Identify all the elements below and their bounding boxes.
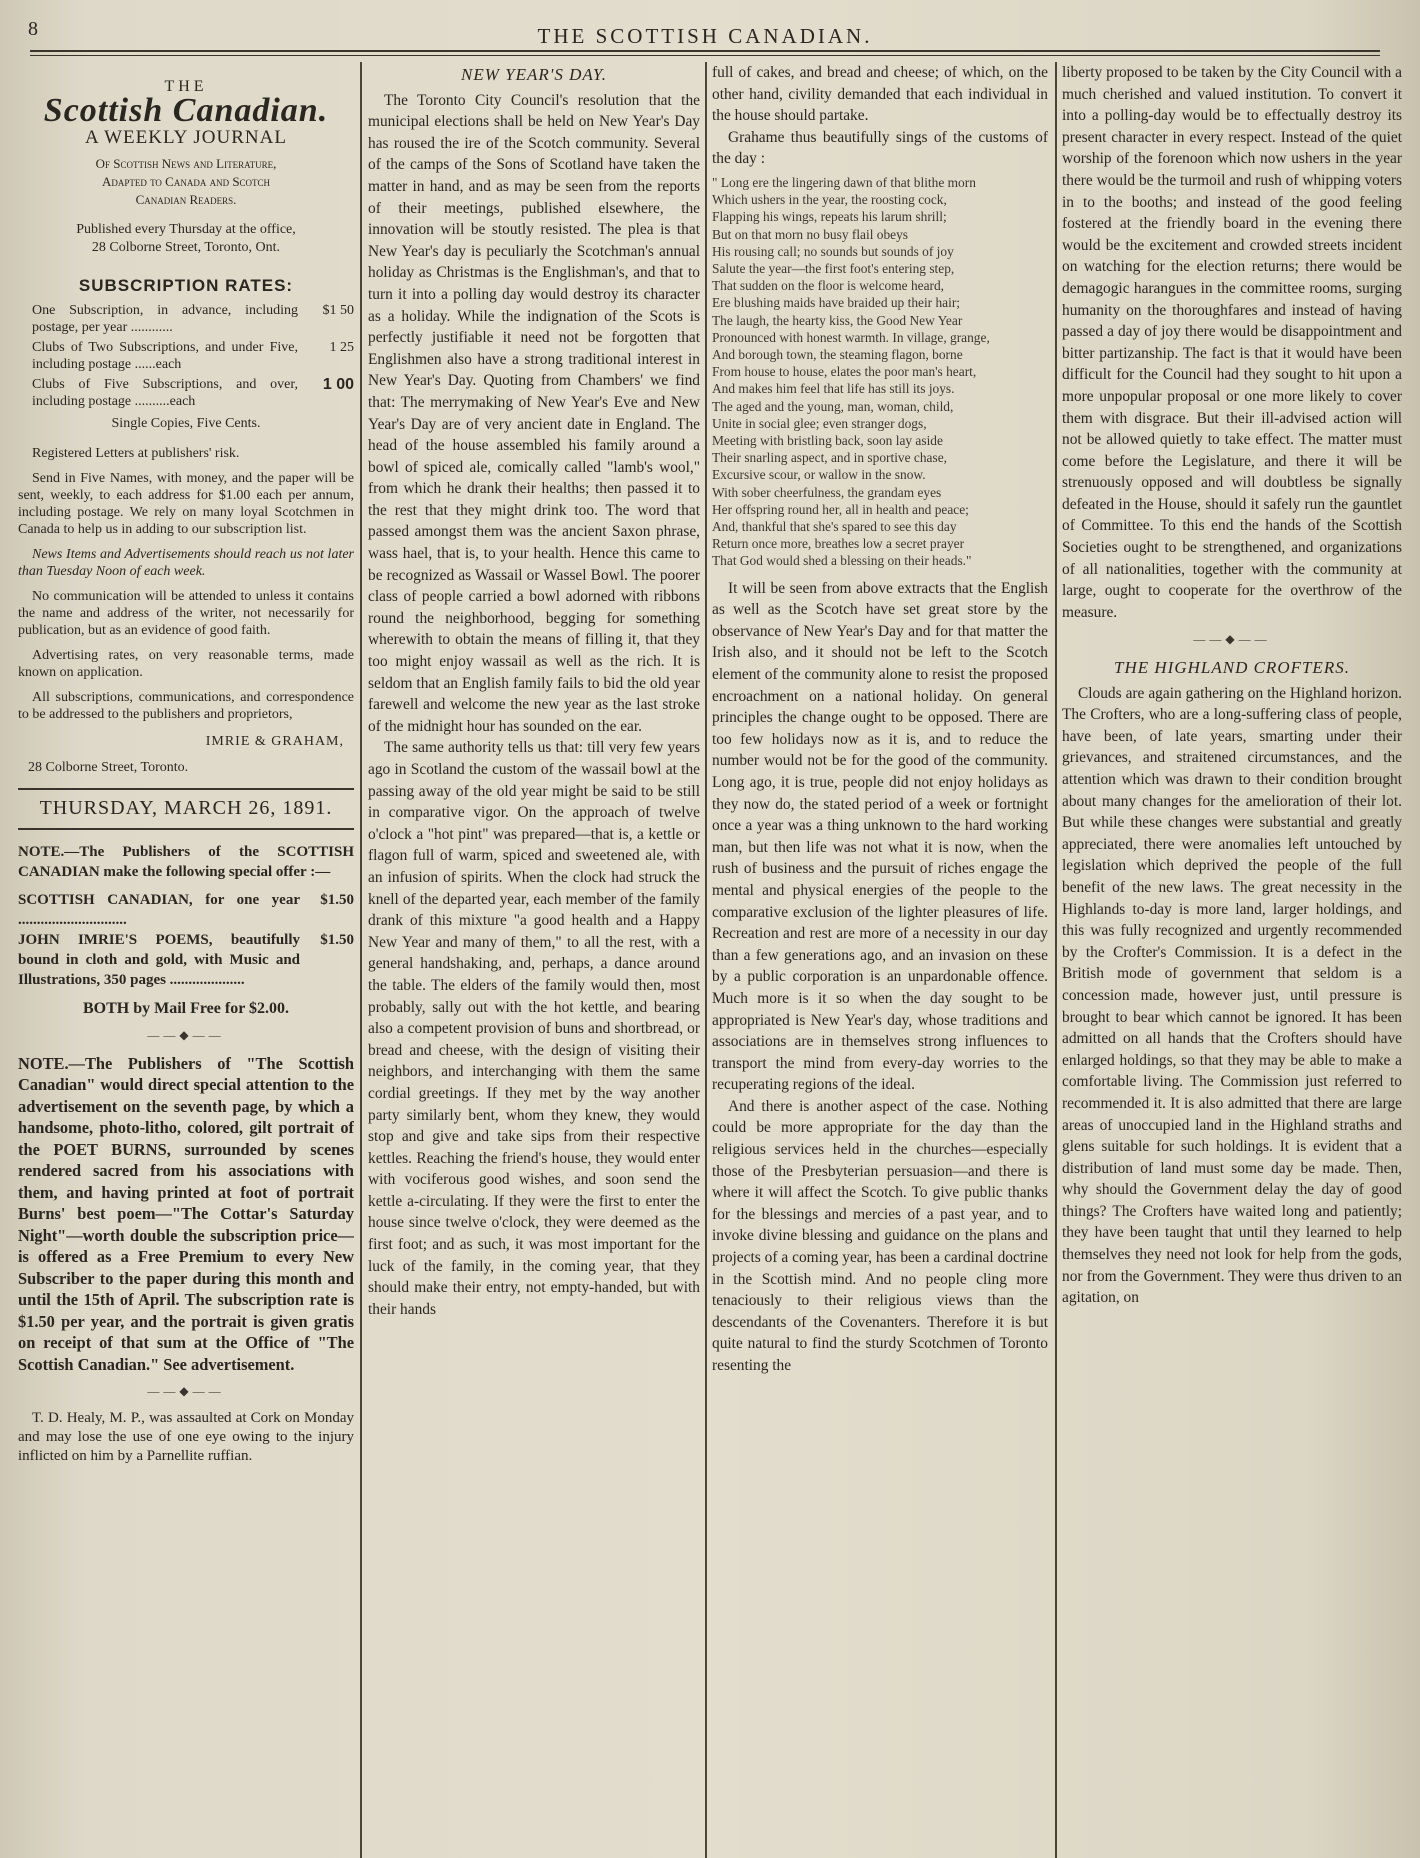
poem-line: Meeting with bristling back, soon lay aside [712, 433, 943, 449]
rate-description: Clubs of Five Subscriptions, and over, including postage ..........each [32, 377, 298, 410]
poem-quote [712, 174, 1048, 570]
healy-news-item: T. D. Healy, M. P., was assaulted at Cork on Monday and may lose the use of one eye owing to the injury inflicted on him by a Parnellite ruffian. [18, 1410, 354, 1465]
poem-line: But on that morn no busy flail obeys [712, 226, 909, 242]
article-paragraph: liberty proposed to be taken by the City Council with a much cherished and valued institution. To convert it into a polling-day would be to effectually destroy its present character in every respect. Instead of the quiet worship of the forenoon which now ushers in the year there would be the turmoil and rush of whipping voters in to the booths; and instead of the good feeling fostered at the friendly board in the evening there would be the excitement and crowded streets incident on watching for the election returns; there would be demagogic harangues in the committee rooms, surging humanity on the thoroughfares and instead of having passed a day of joy there would be disappointment and bitter partizanship. The fact is that it would have been difficult for the Council had they sought to hit upon a more unpopular proposal or one more likely to cover them with disgrace. But their ill-advised action will not be allowed quietly to take effect. The matter must come before the Legislature, and there it will be strenuously opposed and will doubtless be signally defeated in the House, should it safely run the gauntlet of Committee. To this end the hands of the Scottish Societies ought to be strengthened, and organizations of all nationalities, together with the community at large, ought to cooperate for the overthrow of the measure. [1062, 64, 1402, 621]
offer-price: $1.50 [320, 931, 354, 948]
poem-line: Which ushers in the year, the roosting cock, [712, 192, 947, 208]
article-paragraph: It will be seen from above extracts that the English as well as the Scotch have set great store by the observance of New Year's Day and for that matter the Irish also, and it should not be left to the Scotch element of the community alone to resist the proposed encroachment on a national holiday. On general principles the change ought to be opposed. There are too few holidays now as it is, and to reduce the number would not be for the good of the community. Long ago, it is true, people did not enjoy holidays as they now do, the stated period of a week or fortnight once a year was a thing unknown to the hard working man, but then life was not what it is now, when the rush of business and the pursuit of riches engage the mental and physical energies of the people to the comparative exclusion of the lighter pleasures of life. Recreation and rest are more of a necessity in our day than a few generations ago, and an invasion on these by a public corporation is an unpardonable offence. Much more is it so when the day sought to be appropriated is New Year's day, whose traditions and associations are in themselves strong influences to transport the mind from every-day worries to the recuperating regions of the ideal. [712, 579, 1048, 1094]
poem-line: The laugh, the hearty kiss, the Good New Year [712, 312, 963, 328]
crofters-title: THE HIGHLAND CROFTERS. [1114, 658, 1350, 678]
poem-line: Excursive scour, or wallow in the snow. [712, 467, 926, 483]
masthead-tagline-1: Of Scottish News and Literature, [95, 155, 277, 171]
poem-line: Flapping his wings, repeats his larum shrill; [712, 209, 947, 225]
column-article-3 [1062, 62, 1402, 1858]
article-paragraph: The Toronto City Council's resolution that the municipal elections shall be held on New Year's Day has roused the ire of the Scotch community. Several of the camps of the Sons of Scotland have taken the matter in hand, and as may be seen from the reports of their meetings, published elsewhere, the innovation will be stoutly resisted. The plea is that New Year's day is peculiarly the Scotchman's annual holiday as Christmas is the Englishman's, and that to turn it into a polling day would destroy its character as a holiday. While the indignation of the Scots is perfectly justifiable it need not be forgotten that Englishmen also have a strong traditional interest in New Year's Day. Quoting from Chambers' we find that: The merrymaking of New Year's Eve and New Year's Day are of very ancient date in England. The head of the house assembled his family around a bowl of spiced ale, comically called "lamb's wool," from which he drank their healths; then passed it to the rest that they might drink too. The word that passed amongst them was the ancient Saxon phrase, wass hael, that is, to your health. Hence this came to be recognized as Wassail or Wassel Bowl. The poorer class of people carried a bowl adorned with ribbons round the neighborhood, begging for something wherewith to obtain the means of filling it, that they too might enjoy wassail as well as the rich. It is seldom that an English family fails to bid the old year farewell and welcome the new year as the last stroke of the midnight hour has sounded on the ear. [368, 91, 700, 735]
article-paragraph: Grahame thus beautifully sings of the customs of the day : [712, 128, 1048, 168]
header-rule [30, 50, 1380, 52]
issue-date: THURSDAY, MARCH 26, 1891. [18, 788, 354, 830]
article-paragraph: full of cakes, and bread and cheese; of which, on the other hand, civility demanded that each individual in the house should partake. [712, 64, 1048, 125]
page-number: 8 [28, 18, 38, 40]
masthead-the: THE [164, 78, 208, 95]
column-divider [1055, 62, 1057, 1858]
offer-note: NOTE.—The Publishers of the SCOTTISH CANADIAN make the following special offer :— [18, 843, 354, 880]
ornament-divider: ——◆—— [147, 1028, 225, 1043]
column-masthead [18, 62, 354, 1858]
publication-info [18, 221, 354, 257]
offer-line [18, 930, 354, 990]
article-paragraph: And there is another aspect of the case. Nothing could be more appropriate for the day than the religious services held in the churches—especially those of the Presbyterian persuasion—and there is where it will affect the Scotch. To give public thanks for the blessings and mercies of a past year, and to invoke divine blessing and guidance on the plans and projects of a coming year, has been a cardinal doctrine in the Scottish mind. And no people cling more tenaciously to their religious views than the descendants of the Covenanters. Therefore it is but quite natural to find the sturdy Scotchmen of Toronto resenting the [712, 1097, 1048, 1375]
rate-row [32, 302, 354, 336]
column-divider [360, 62, 362, 1858]
advertising-note: Advertising rates, on very reasonable terms, made known on application. [18, 647, 354, 680]
poem-line: Unite in social glee; even stranger dogs, [712, 415, 927, 431]
ornament-divider: ——◆—— [147, 1384, 225, 1399]
poem-line: Her offspring round her, all in health and peace; [712, 501, 969, 517]
publication-line: Published every Thursday at the office, [76, 221, 296, 237]
poem-line: The aged and the young, man, woman, child, [712, 398, 954, 414]
poem-line: From house to house, elates the poor man's heart, [712, 364, 977, 380]
premium-note: NOTE.—The Publishers of "The Scottish Canadian" would direct special attention to the advertisement on the seventh page, by which a handsome, photo-litho, colored, gilt portrait of the POET BURNS, surrounded by scenes rendered sacred from his associations with them, and having printed at foot of portrait Burns' best poem—"The Cottar's Saturday Night"—worth double the subscription price—is offered as a Free Premium to every New Subscriber to the paper during this month and until the 15th of April. The subscription rate is $1.50 per year, and the portrait is given gratis on receipt of that sum at the Office of "The Scottish Canadian." See advertisement. [18, 1053, 354, 1374]
poem-line: And, thankful that she's spared to see this day [712, 519, 957, 535]
offer-price: $1.50 [320, 891, 354, 908]
poem-line: Pronounced with honest warmth. In village, grange, [712, 329, 990, 345]
masthead-tagline-2: Adapted to Canada and Scotch [101, 173, 271, 189]
single-copy-price: Single Copies, Five Cents. [111, 416, 261, 432]
ornament-divider: ——◆—— [1193, 632, 1271, 647]
article-paragraph: Clouds are again gathering on the Highland horizon. The Crofters, who are a long-suffering class of people, have been, of late years, smarting under their grievances, and straitened circumstances, and the attention which was drawn to their condition brought about many changes for the amelioration of their lot. But while these changes were substantial and greatly appreciated, there were anomalies left untouched by legislation which deprived the people of the full benefit of the new laws. The great necessity in the Highlands to-day is more land, larger holdings, and this was fully recognized and urgently recommended by the Crofter's Commission. It is a defect in the British mode of government that seldom is a concession made, however just, until pressure is brought to bear which cannot be ignored. It has been admitted on all hands that the Crofters should have enlarged holdings, so that they may be able to make a comfortable living. The Commission just referred to recommended it. It is also admitted that there are large areas of unoccupied land in the Highland straths and glens suitable for such holdings. It is evident that a distribution of land must some day be made. Then, why should the Government delay the day of good things? The Crofters have waited long and patiently; they have been taught that until they learned to help themselves they need not look for help from the gods, nor from the Government. They were thus driven to an agitation, on [1062, 684, 1402, 1307]
registered-letters-note: Registered Letters at publishers' risk. [32, 445, 240, 461]
offer-combined: BOTH by Mail Free for $2.00. [82, 999, 290, 1017]
poem-line: Their snarling aspect, and in sportive chase, [712, 450, 948, 466]
poem-line: And makes him feel that life has still its joys. [712, 381, 955, 397]
rates-heading: SUBSCRIPTION RATES: [78, 275, 294, 295]
poem-line: With sober cheerfulness, the grandam eyes [712, 484, 942, 500]
page-header [30, 20, 1380, 46]
poem-line: That sudden on the floor is welcome heard, [712, 278, 945, 294]
send-names-note: Send in Five Names, with money, and the paper will be sent, weekly, to each address for $1.00 each per annum, including postage. We rely on many loyal Scotchmen in Canada to help us in adding to our subscription list. [18, 470, 354, 537]
column-divider [705, 62, 707, 1858]
poem-line: His rousing call; no sounds but sounds of joy [712, 243, 954, 259]
publisher-signature: IMRIE & GRAHAM, [205, 733, 344, 749]
column-article-1 [368, 62, 700, 1858]
rate-description: Clubs of Two Subscriptions, and under Five, including postage ......each [32, 340, 298, 373]
running-title: THE SCOTTISH CANADIAN. [537, 24, 873, 48]
rate-row [32, 339, 354, 373]
poem-line: And borough town, the steaming flagon, borne [712, 347, 963, 362]
subscriptions-note: All subscriptions, communications, and correspondence to be addressed to the publishers and proprietors, [18, 689, 354, 722]
publication-address: 28 Colborne Street, Toronto, Ont. [91, 239, 281, 255]
rate-description: One Subscription, in advance, including postage, per year ............ [32, 303, 298, 336]
offer-item: JOHN IMRIE'S POEMS, beautifully bound in cloth and gold, with Music and Illustrations, 350 pages .................... [18, 931, 300, 988]
masthead-tagline-3: Canadian Readers. [135, 191, 237, 207]
poem-line: Ere blushing maids have braided up their hair; [712, 295, 961, 311]
rate-price: 1 25 [329, 340, 354, 356]
poem-line: Salute the year—the first foot's entering step, [712, 260, 955, 276]
news-items-note: News Items and Advertisements should reach us not later than Tuesday Noon of each week. [18, 546, 354, 579]
offer-line [18, 890, 354, 930]
rate-price: 1 00 [322, 376, 354, 394]
publisher-address: 28 Colborne Street, Toronto. [28, 759, 189, 775]
column-article-2 [712, 62, 1048, 1858]
poem-line: " Long ere the lingering dawn of that blithe morn [712, 174, 976, 190]
masthead-subtitle: A WEEKLY JOURNAL [85, 127, 287, 149]
masthead-title: Scottish Canadian. [43, 91, 329, 129]
poem-line: Return once more, breathes low a secret prayer [712, 536, 965, 552]
communication-note: No communication will be attended to unless it contains the name and address of the writer, not necessarily for publication, but as an evidence of good faith. [18, 588, 354, 638]
offer-item: SCOTTISH CANADIAN, for one year ............................. [18, 891, 300, 928]
poem-line: That God would shed a blessing on their heads." [712, 553, 972, 569]
rate-price: $1 50 [322, 303, 354, 319]
article-paragraph: The same authority tells us that: till very few years ago in Scotland the custom of the wassail bowl at the passing away of the old year might be said to be still in comparative vigor. On the approach of twelve o'clock a "hot pint" was prepared—that is, a kettle or flagon full of warm, spiced and sweetened ale, with an infusion of spirits. When the clock had struck the knell of the departed year, each member of the family drank of this mixture "a good health and a Happy New Year and many of them," to all the rest, with a general handshaking, and, perhaps, a dance around the table. The elders of the family would then, most probably, sally out with the hot kettle, and bearing also a competent provision of buns and shortbread, or bread and cheese, with the design of visiting their neighbors, and interchanging with them the same cordial greetings. If they met by the way another party similarly bent, whom they knew, they would stop and give and take sips from their respective kettles. Reaching the friend's house, they would enter with vociferous good wishes, and soon send the kettle a-circulating. If they were the first to enter the house since twelve o'clock, they were deemed as the first foot; and as such, it was most important for the luck of the family, in the coming year, that they should make their entry, not empty-handed, but with their hands [368, 739, 700, 1318]
rate-row [32, 376, 354, 410]
header-rule-thin [30, 55, 1380, 56]
article-title: NEW YEAR'S DAY. [461, 65, 607, 84]
